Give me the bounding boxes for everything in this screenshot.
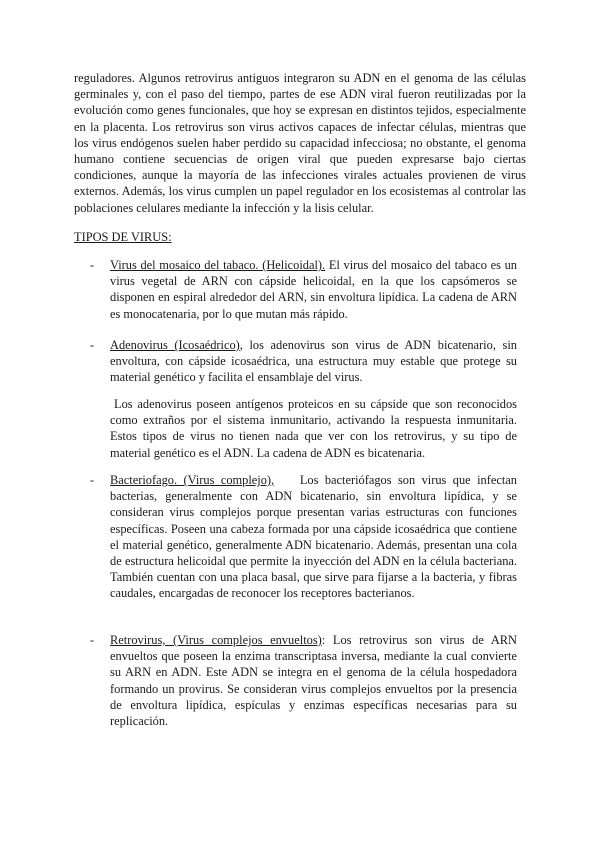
- bullet-dash: -: [90, 258, 95, 272]
- virus-description: El virus del mosaico del tabaco es un virus vegetal de ARN con cápside helicoidal, en la que los capsómeros se disponen en espiral alrededor del ARN, sin envoltura lipídica. La cadena de ARN es monocatenaria, por lo que mutan más rápido.: [110, 258, 518, 321]
- virus-term: Retrovirus, (Virus complejos envueltos): [110, 633, 322, 647]
- list-item-text: [110, 337, 517, 386]
- virus-term: Bacteriofago. (Virus complejo),: [110, 473, 275, 487]
- list-item-tobacco-mosaic: [90, 257, 526, 322]
- intro-paragraph: reguladores. Algunos retrovirus antiguos integraron su ADN en el genoma de las células germinales y, con el paso del tiempo, partes de ese ADN viral fueron reutilizadas por la evolución como genes funcionales, que hoy se expresan en distintos tejidos, especialmente en la placenta. Los retrovirus son virus activos capaces de infectar células, mientras que los virus endógenos suelen haber perdido su capacidad infecciosa; no obstante, el genoma humano contiene secuencias de origen viral que pueden expresarse bajo ciertas condiciones, aunque la mayoría de las infecciones virales actuales provienen de virus externos. Además, los virus cumplen un papel regulador en los ecosistemas al controlar las poblaciones celulares mediante la infección y la lisis celular.: [74, 71, 526, 215]
- virus-description: Los bacteriófagos son virus que infectan bacterias, generalmente con ADN bicatenario, sin envoltura lipídica, y se consideran virus complejos porque presentan varias estructuras con funciones específicas. Poseen una cabeza formada por una cápside icosaédrica que contiene el material genético, generalmente ADN bicatenario. Además, presentan una cola de estructura helicoidal que permite la inyección del ADN en la célula bacteriana. También cuentan con una placa basal, que sirve para fijarse a la bacteria, y fibras caudales, encargadas de reconocer los receptores bacterianos.: [110, 473, 521, 601]
- list-item-text: [110, 472, 521, 602]
- virus-description: , los adenovirus son virus de ADN bicatenario, sin envoltura, con cápside icosaédrica, una estructura muy estable que protege su material genético y facilita el ensamblaje del virus.: [110, 338, 517, 385]
- bullet-dash: -: [90, 338, 95, 352]
- virus-term: Virus del mosaico del tabaco. (Helicoidal).: [110, 258, 326, 272]
- list-item-adenovirus: [90, 337, 526, 386]
- virus-term: Adenovirus (Icosaédrico): [110, 338, 240, 352]
- bullet-dash: -: [90, 633, 95, 647]
- list-item-bacteriophage: [90, 472, 526, 602]
- list-item-retrovirus: [90, 632, 526, 729]
- section-heading: TIPOS DE VIRUS:: [74, 230, 172, 244]
- list-item-text: [110, 632, 517, 729]
- virus-description: : Los retrovirus son virus de ARN envueltos que poseen la enzima transcriptasa inversa, mediante la cual convierte su ARN en ADN. Este ADN se integra en el genoma de la célula hospedadora formando un provirus. Se consideran virus complejos envueltos por la presencia de envoltura lipídica, espículas y enzimas específicas necesarias para su replicación.: [110, 633, 517, 729]
- adenovirus-extra-paragraph: Los adenovirus poseen antígenos proteicos en su cápside que son reconocidos como extraños por el sistema inmunitario, activando la respuesta inmunitaria. Estos tipos de virus no tienen nada que ver con los retrovirus, y su tipo de material genético es el ADN. La cadena de ADN es bicatenaria.: [110, 397, 517, 460]
- bullet-dash: -: [90, 473, 95, 487]
- list-item-text: [110, 257, 517, 322]
